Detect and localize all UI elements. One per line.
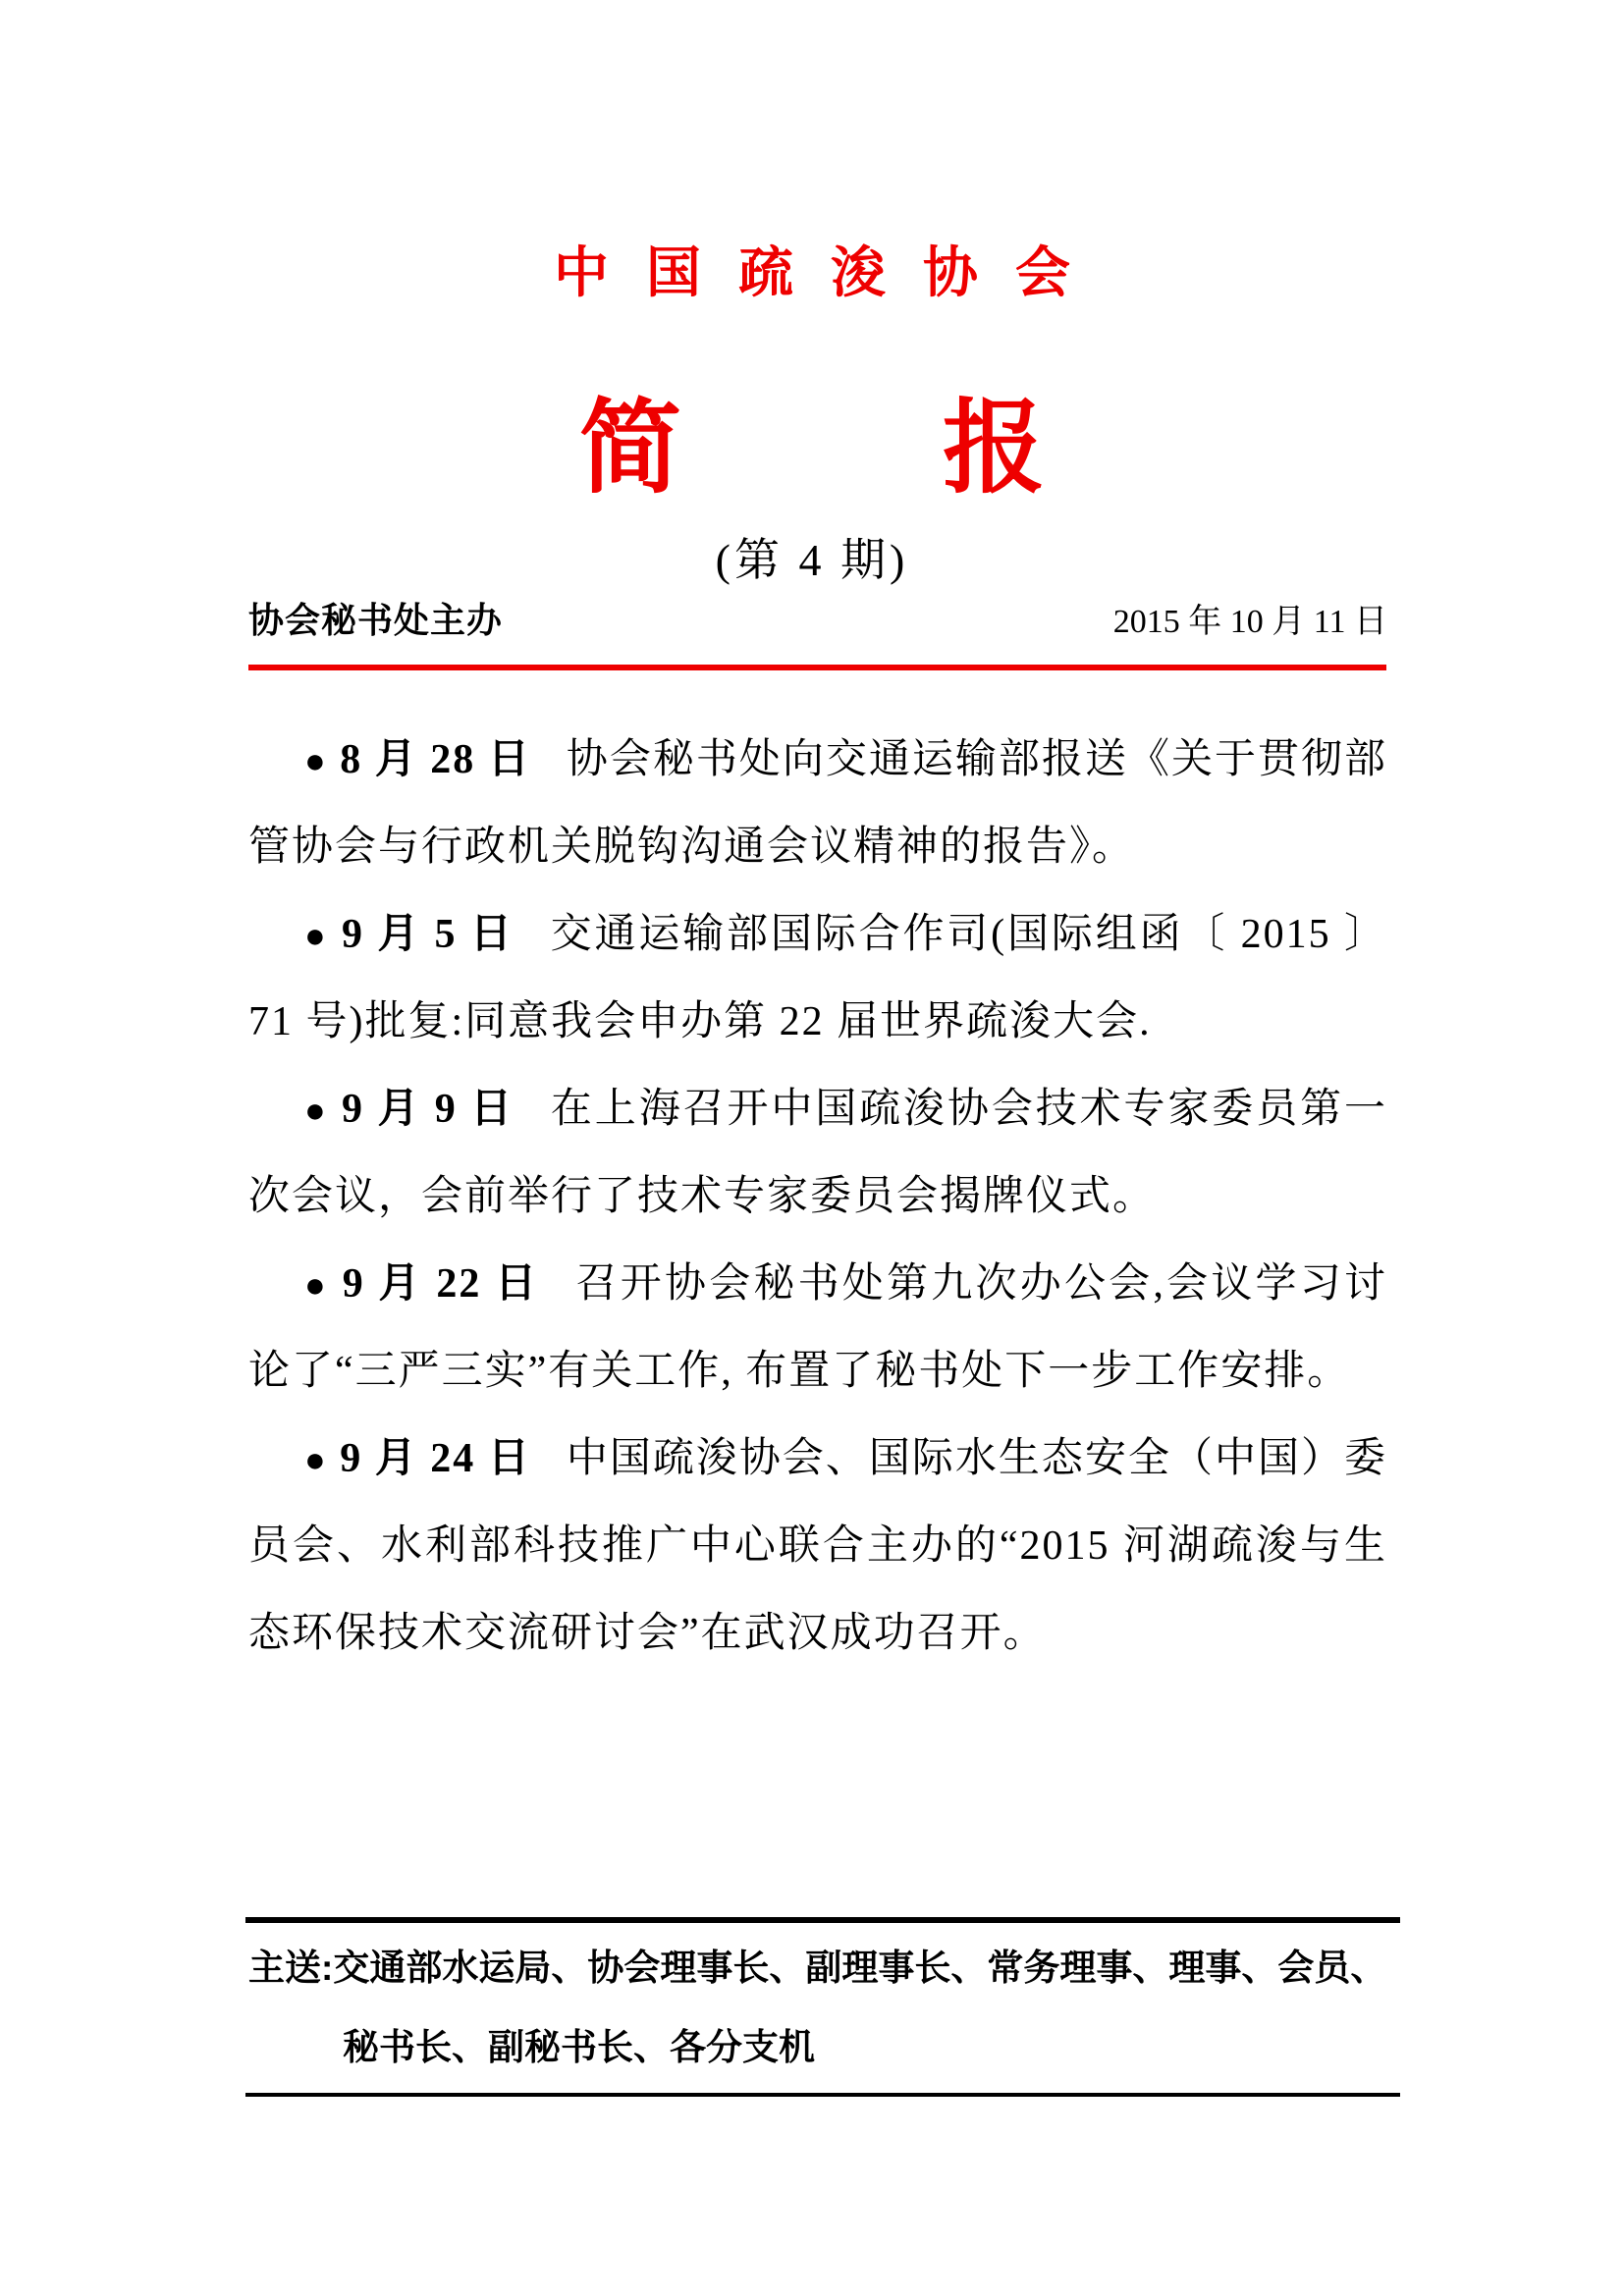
bullet-icon: ● [304,1265,329,1305]
distribution-line-2: 秘书长、副秘书长、各分支机 [343,2027,815,2067]
item-date: 9 月 9 日 [342,1087,515,1132]
header-rule [248,665,1386,670]
bulletin-item-continuation: 次会议，会前举行了技术专家委员会揭牌仪式。 [248,1174,1157,1219]
distribution-line-1: 主送:交通部水运局、协会理事长、副理事长、常务理事、理事、会员、 [248,1948,1387,1988]
bulletin-item-continuation: 员会、水利部科技推广中心联合主办的“2015 河湖疏浚与生 [248,1523,1387,1569]
bulletin-item-line [248,1066,1387,1153]
association-title: 中国疏浚协会 [554,243,1108,304]
organizer-label: 协会秘书处主办 [248,600,504,640]
item-date: 9 月 5 日 [341,912,514,957]
bullet-icon: ● [304,1091,329,1130]
bullet-icon: ● [304,916,329,955]
issue-number-label: (第 4 期) [715,535,909,585]
item-date: 9 月 24 日 [340,1436,531,1481]
item-date: 8 月 28 日 [340,737,531,782]
bullet-icon: ● [304,1440,328,1479]
masthead-row [248,593,1387,643]
footer-distribution [248,1928,1403,2087]
footer-rule-top [245,1917,1400,1923]
issue-date: 2015 年 10 月 11 日 [1112,604,1387,640]
bulletin-item-line [248,1415,1387,1503]
bulletin-title: 简 报 [578,393,1163,506]
bulletin-item-continuation: 态环保技术交流研讨会”在武汉成功召开。 [248,1611,1047,1656]
item-text: 在上海召开中国疏浚协会技术专家委员第一 [550,1087,1387,1132]
bulletin-item-line [248,717,1387,804]
footer-rule-bottom [245,2093,1400,2097]
bulletin-item-line [248,1241,1387,1328]
item-text: 交通运输部国际合作司(国际组函〔 2015 〕 [549,912,1387,957]
body-paragraphs [248,717,1387,1678]
bulletin-item-continuation: 管协会与行政机关脱钩沟通会议精神的报告》。 [248,825,1136,870]
bulletin-item-line [248,891,1387,979]
item-text: 协会秘书处向交通运输部报送《关于贯彻部 [566,737,1387,782]
item-text: 召开协会秘书处第九次办公会,会议学习讨 [574,1261,1387,1307]
item-date: 9 月 22 日 [342,1261,540,1307]
item-text: 中国疏浚协会、国际水生态安全（中国）委 [566,1436,1387,1481]
bulletin-item-continuation: 论了“三严三实”有关工作, 布置了秘书处下一步工作安排。 [248,1349,1351,1394]
bulletin-item-continuation: 71 号)批复:同意我会申办第 22 届世界疏浚大会. [248,999,1152,1044]
bullet-icon: ● [304,741,328,780]
